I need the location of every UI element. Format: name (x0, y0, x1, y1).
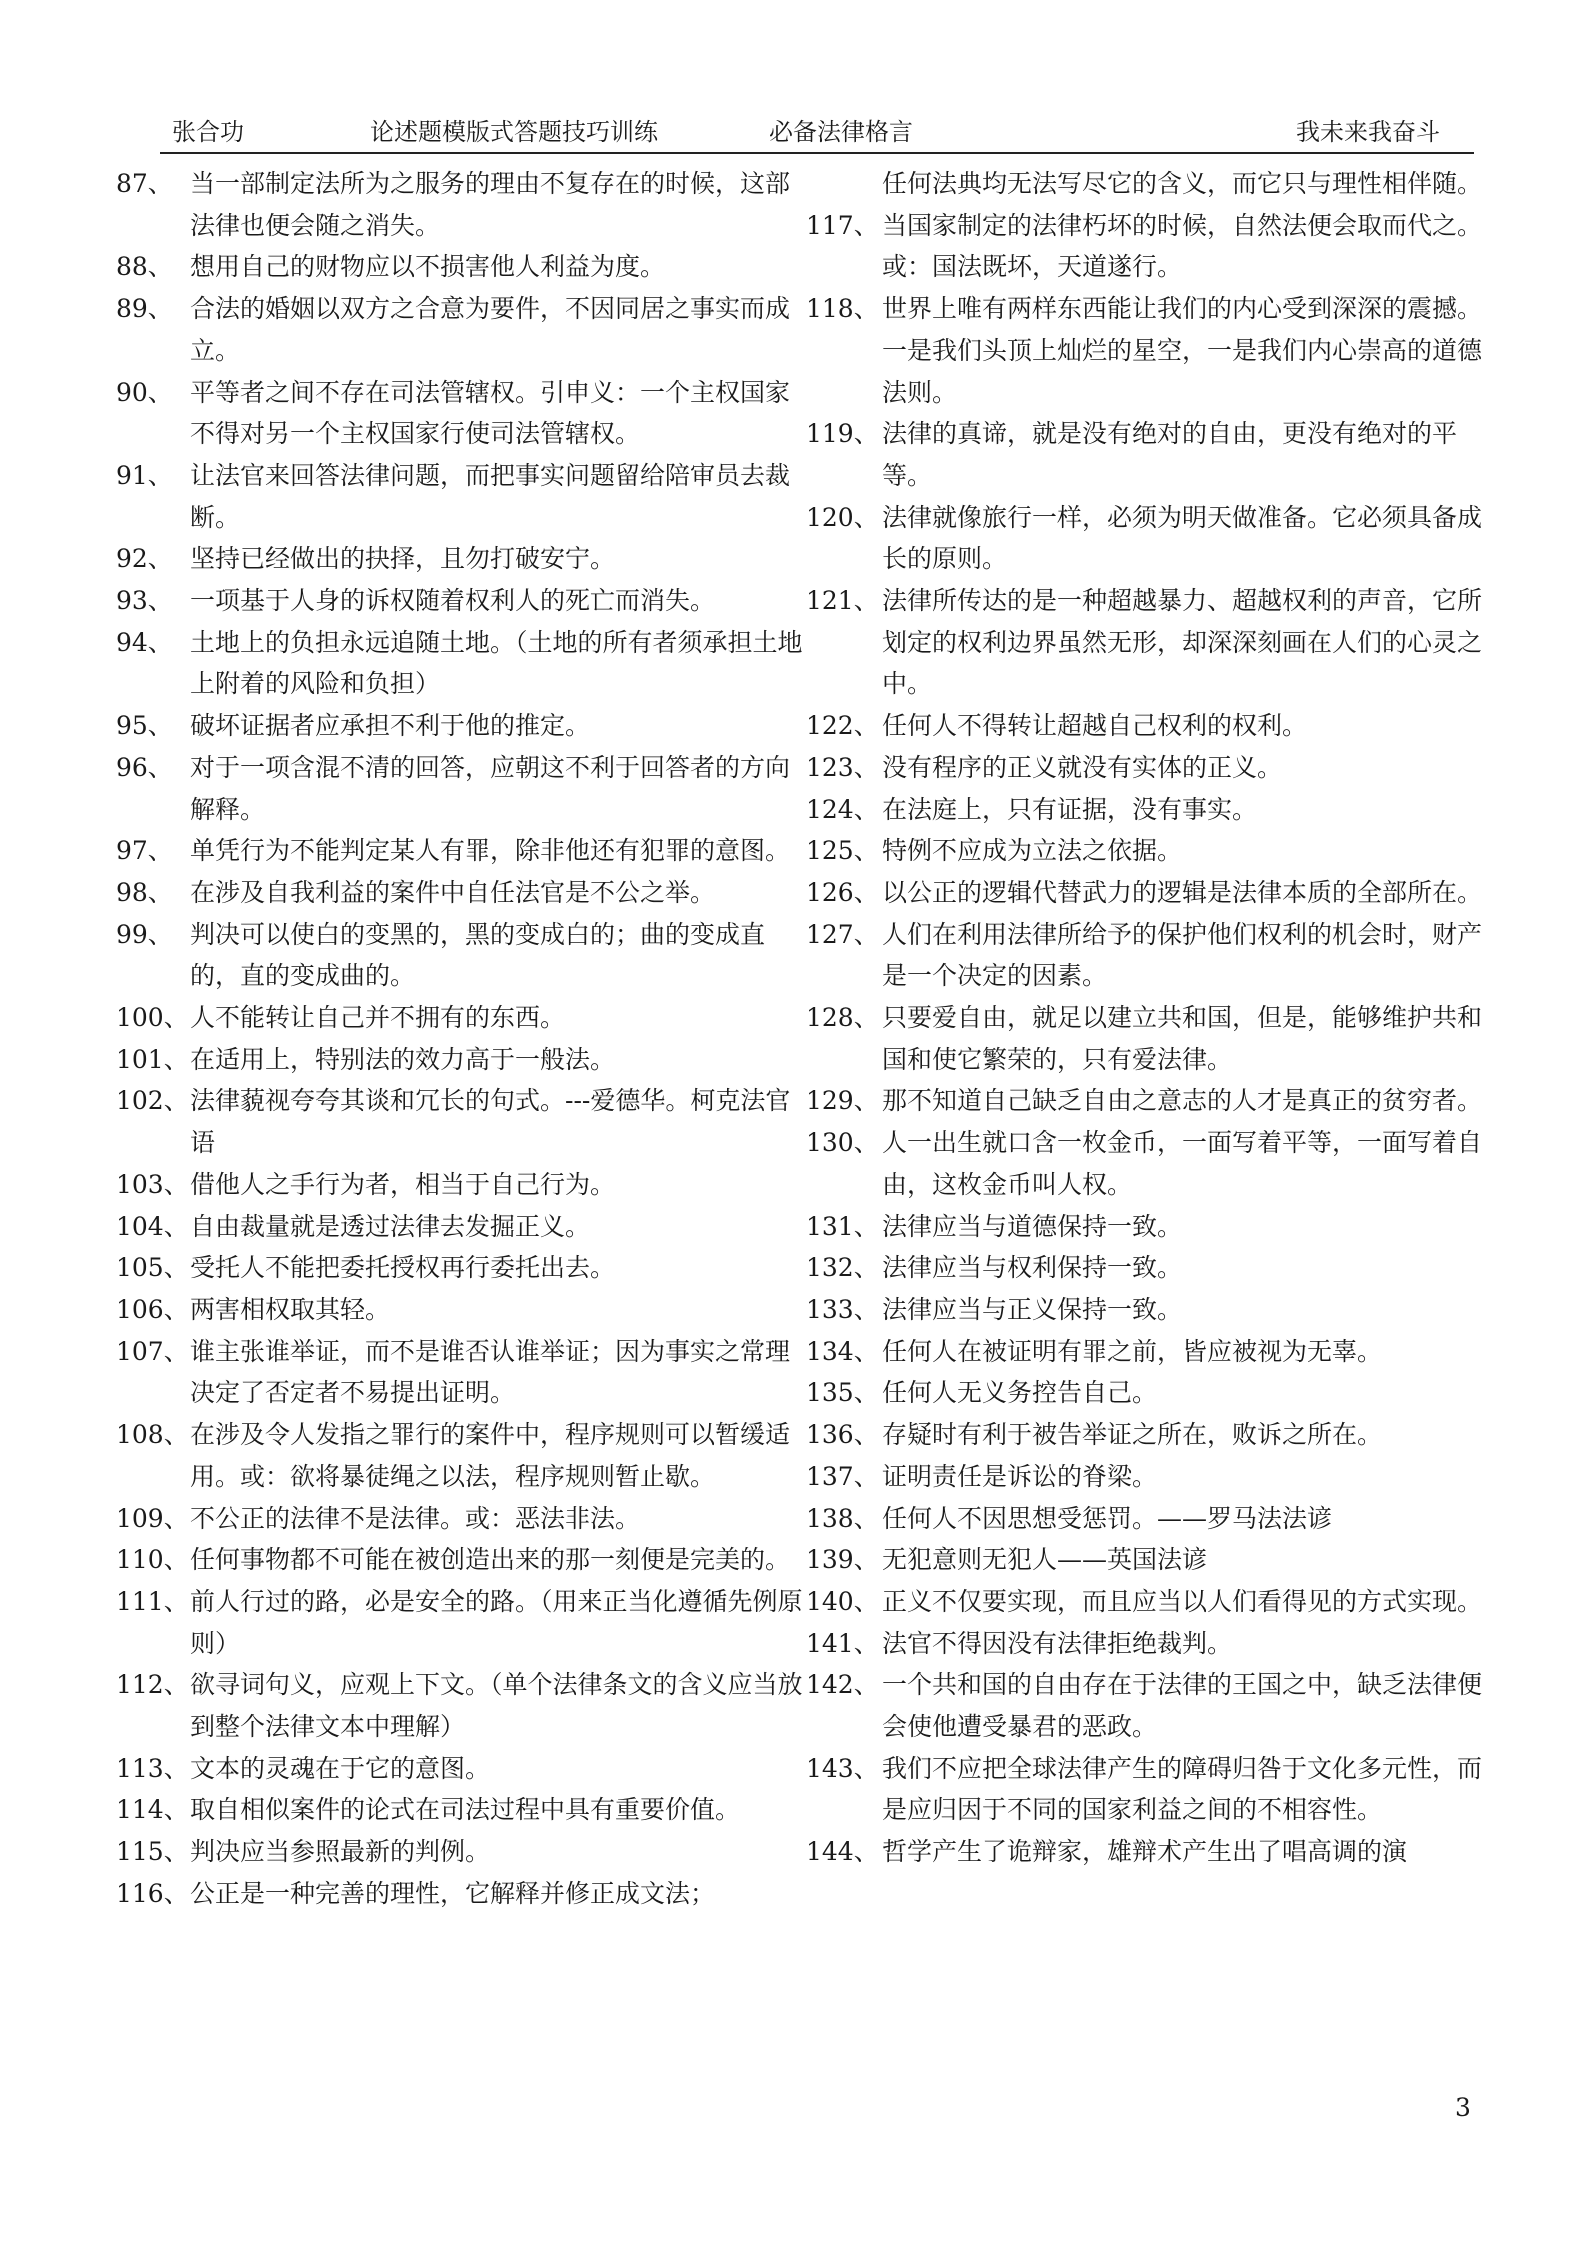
maxim-number: 113、 (116, 1753, 189, 1783)
maxim-text: 法律应当与正义保持一致。 (882, 1294, 1183, 1324)
maxim-number: 124、 (806, 794, 879, 824)
maxim-entry (116, 580, 806, 622)
maxim-entry (806, 747, 1482, 789)
maxim-text: 任何法典均无法写尽它的含义，而它只与理性相伴随。 (882, 169, 1483, 198)
maxim-number: 132、 (806, 1253, 879, 1283)
maxim-text: 世界上唯有两样东西能让我们的内心受到深深的震撼。一是我们头顶上灿烂的星空，一是我们内心崇高的道德法则。 (882, 294, 1483, 407)
maxim-text: 两害相权取其轻。 (190, 1294, 391, 1324)
right-column (806, 163, 1482, 1873)
maxim-number: 120、 (806, 502, 879, 532)
maxim-number: 131、 (806, 1211, 879, 1241)
maxim-number: 122、 (806, 711, 879, 741)
maxim-text: 在法庭上，只有证据，没有事实。 (882, 794, 1258, 824)
maxim-number: 90、 (116, 377, 173, 407)
maxim-entry (806, 1623, 1482, 1665)
maxim-entry (116, 1789, 806, 1831)
maxim-text: 任何人无义务控告自己。 (882, 1378, 1158, 1408)
maxim-number: 144、 (806, 1837, 879, 1867)
maxim-entry (806, 163, 1482, 205)
maxim-entry (806, 997, 1482, 1080)
maxim-text: 合法的婚姻以双方之合意为要件，不因同居之事实而成立。 (190, 294, 791, 365)
maxim-text: 平等者之间不存在司法管辖权。引申义：一个主权国家不得对另一个主权国家行使司法管辖权。 (190, 377, 791, 449)
maxim-entry (116, 914, 806, 997)
maxim-text: 法律所传达的是一种超越暴力、超越权利的声音，它所划定的权利边界虽然无形，却深深刻画在人们的心灵之中。 (882, 586, 1483, 699)
maxim-text: 自由裁量就是透过法律去发掘正义。 (190, 1211, 591, 1241)
maxim-entry (806, 1498, 1482, 1540)
maxim-number: 137、 (806, 1461, 879, 1491)
maxim-text: 人一出生就口含一枚金币，一面写着平等，一面写着自由，这枚金币叫人权。 (882, 1128, 1483, 1199)
maxim-text: 法律应当与道德保持一致。 (882, 1211, 1183, 1241)
maxim-number: 96、 (116, 752, 173, 782)
maxim-entry (116, 1080, 806, 1163)
maxim-text: 法律藐视夸夸其谈和冗长的句式。---爱德华。柯克法官语 (190, 1086, 791, 1158)
maxim-number: 130、 (806, 1128, 879, 1158)
maxim-number: 111、 (116, 1586, 189, 1616)
maxim-entry (806, 580, 1482, 705)
maxim-entry (806, 1372, 1482, 1414)
maxim-text: 哲学产生了诡辩家，雄辩术产生出了唱高调的演 (882, 1837, 1408, 1867)
maxim-number: 133、 (806, 1294, 879, 1324)
maxim-entry (116, 1289, 806, 1331)
maxim-entry (806, 830, 1482, 872)
maxim-number: 143、 (806, 1753, 879, 1783)
maxim-text: 破坏证据者应承担不利于他的推定。 (190, 711, 591, 741)
maxim-entry (116, 1498, 806, 1540)
maxim-text: 一项基于人身的诉权随着权利人的死亡而消失。 (190, 586, 716, 616)
maxim-number: 93、 (116, 586, 173, 616)
maxim-number: 121、 (806, 586, 879, 616)
maxim-text: 没有程序的正义就没有实体的正义。 (882, 752, 1283, 782)
maxim-number: 102、 (116, 1086, 189, 1116)
maxim-number: 114、 (116, 1795, 189, 1825)
maxim-text: 受托人不能把委托授权再行委托出去。 (190, 1253, 616, 1283)
maxim-entry (116, 538, 806, 580)
maxim-text: 前人行过的路，必是安全的路。（用来正当化遵循先例原则） (190, 1586, 803, 1658)
maxim-text: 当国家制定的法律朽坏的时候，自然法便会取而代之。或：国法既坏，天道遂行。 (882, 210, 1483, 282)
maxim-number: 115、 (116, 1837, 189, 1867)
maxim-text: 法律应当与权利保持一致。 (882, 1253, 1183, 1283)
maxim-text: 法律的真谛，就是没有绝对的自由，更没有绝对的平等。 (882, 419, 1458, 490)
maxim-text: 在适用上，特别法的效力高于一般法。 (190, 1044, 616, 1074)
maxim-text: 那不知道自己缺乏自由之意志的人才是真正的贫穷者。 (882, 1086, 1483, 1116)
maxim-number: 105、 (116, 1253, 189, 1283)
maxim-entry (806, 705, 1482, 747)
maxim-text: 当一部制定法所为之服务的理由不复存在的时候，这部法律也便会随之消失。 (190, 169, 791, 240)
maxim-entry (116, 288, 806, 371)
maxim-entry (116, 1331, 806, 1414)
maxim-entry (116, 622, 806, 705)
maxim-text: 在涉及自我利益的案件中自任法官是不公之举。 (190, 877, 716, 907)
maxim-text: 判决应当参照最新的判例。 (190, 1837, 491, 1867)
maxim-number: 103、 (116, 1169, 189, 1199)
maxim-text: 文本的灵魂在于它的意图。 (190, 1753, 491, 1783)
maxim-entry (116, 997, 806, 1039)
maxim-entry (116, 163, 806, 246)
maxim-entry (806, 497, 1482, 580)
maxim-entry (806, 205, 1482, 288)
maxim-text: 对于一项含混不清的回答，应朝这不利于回答者的方向解释。 (190, 752, 791, 824)
maxim-entry (806, 789, 1482, 831)
maxim-number: 141、 (806, 1628, 879, 1658)
maxim-entry (806, 1206, 1482, 1248)
maxim-number: 92、 (116, 544, 173, 574)
maxim-entry (116, 1414, 806, 1497)
maxim-text: 任何事物都不可能在被创造出来的那一刻便是完美的。 (190, 1545, 791, 1575)
maxim-number: 97、 (116, 836, 173, 866)
maxim-text: 取自相似案件的论式在司法过程中具有重要价值。 (190, 1795, 741, 1825)
maxim-number: 104、 (116, 1211, 189, 1241)
maxim-number: 136、 (806, 1420, 879, 1450)
maxim-text: 特例不应成为立法之依据。 (882, 836, 1183, 866)
maxim-text: 人们在利用法律所给予的保护他们权利的机会时，财产是一个决定的因素。 (882, 919, 1483, 991)
header-rule (160, 152, 1474, 154)
maxim-text: 坚持已经做出的抉择，且勿打破安宁。 (190, 544, 616, 574)
maxim-number: 100、 (116, 1003, 189, 1033)
maxim-text: 谁主张谁举证，而不是谁否认谁举证；因为事实之常理决定了否定者不易提出证明。 (190, 1336, 791, 1408)
maxim-number: 98、 (116, 877, 173, 907)
maxim-entry (806, 914, 1482, 997)
maxim-entry (116, 1581, 806, 1664)
maxim-text: 欲寻词句义，应观上下文。（单个法律条文的含义应当放到整个法律文本中理解） (190, 1670, 803, 1742)
maxim-text: 只要爱自由，就足以建立共和国，但是，能够维护共和国和使它繁荣的，只有爱法律。 (882, 1003, 1483, 1074)
maxim-entry (806, 1414, 1482, 1456)
maxim-text: 无犯意则无犯人——英国法谚 (882, 1545, 1208, 1575)
header-author: 张合功 (172, 118, 244, 146)
maxim-number: 88、 (116, 252, 173, 282)
maxim-number: 135、 (806, 1378, 879, 1408)
maxim-text: 任何人不得转让超越自己权利的权利。 (882, 711, 1308, 741)
maxim-entry (806, 1581, 1482, 1623)
maxim-entry (806, 1748, 1482, 1831)
maxim-text: 正义不仅要实现，而且应当以人们看得见的方式实现。 (882, 1586, 1483, 1616)
maxim-text: 土地上的负担永远追随土地。（土地的所有者须承担土地上附着的风险和负担） (190, 627, 803, 699)
maxim-number: 126、 (806, 877, 879, 907)
maxim-text: 想用自己的财物应以不损害他人利益为度。 (190, 252, 666, 282)
maxim-text: 任何人在被证明有罪之前，皆应被视为无辜。 (882, 1336, 1383, 1366)
maxim-entry (116, 1206, 806, 1248)
maxim-entry (116, 1873, 806, 1915)
maxim-number: 87、 (116, 169, 173, 198)
header-title: 论述题模版式答题技巧训练 (370, 118, 658, 146)
maxim-number: 95、 (116, 711, 173, 741)
maxim-entry (116, 1748, 806, 1790)
maxim-entry (806, 1247, 1482, 1289)
maxim-text: 法律就像旅行一样，必须为明天做准备。它必须具备成长的原则。 (882, 502, 1483, 574)
maxim-entry (116, 246, 806, 288)
maxim-number: 118、 (806, 294, 879, 324)
page-header (0, 0, 1594, 160)
maxim-entry (806, 872, 1482, 914)
maxim-text: 我们不应把全球法律产生的障碍归咎于文化多元性，而是应归因于不同的国家利益之间的不相容性。 (882, 1753, 1483, 1825)
maxim-entry (116, 1539, 806, 1581)
maxim-text: 判决可以使白的变黑的，黑的变成白的；曲的变成直的，直的变成曲的。 (190, 919, 766, 991)
maxim-entry (116, 872, 806, 914)
maxim-text: 一个共和国的自由存在于法律的王国之中，缺乏法律便会使他遭受暴君的恶政。 (882, 1670, 1483, 1742)
maxim-entry (116, 747, 806, 830)
maxim-entry (806, 1289, 1482, 1331)
maxim-entry (116, 372, 806, 455)
maxim-number: 139、 (806, 1545, 879, 1575)
maxim-text: 存疑时有利于被告举证之所在，败诉之所在。 (882, 1420, 1383, 1450)
maxim-text: 以公正的逻辑代替武力的逻辑是法律本质的全部所在。 (882, 877, 1483, 907)
maxim-number: 127、 (806, 919, 879, 949)
header-subtitle: 必备法律格言 (769, 118, 913, 146)
maxim-text: 不公正的法律不是法律。或：恶法非法。 (190, 1503, 641, 1533)
maxim-entry (806, 1539, 1482, 1581)
maxim-number: 109、 (116, 1503, 189, 1533)
maxim-number: 123、 (806, 752, 879, 782)
maxim-number: 125、 (806, 836, 879, 866)
maxim-number: 112、 (116, 1670, 189, 1700)
maxim-text: 在涉及令人发指之罪行的案件中，程序规则可以暂缓适用。或：欲将暴徒绳之以法，程序规则暂止歇。 (190, 1420, 791, 1491)
maxim-entry (806, 1664, 1482, 1747)
maxim-entry (806, 413, 1482, 496)
maxim-entry (116, 1039, 806, 1081)
maxim-entry (116, 1164, 806, 1206)
maxim-entry (806, 1122, 1482, 1205)
maxim-number: 142、 (806, 1670, 879, 1700)
maxim-number: 89、 (116, 294, 173, 324)
maxim-entry (116, 1247, 806, 1289)
maxim-number: 91、 (116, 460, 173, 490)
header-motto: 我未来我奋斗 (1296, 118, 1440, 146)
maxim-number: 128、 (806, 1003, 879, 1033)
maxim-number: 110、 (116, 1545, 189, 1575)
maxim-text: 单凭行为不能判定某人有罪，除非他还有犯罪的意图。 (190, 836, 791, 866)
maxim-entry (806, 1331, 1482, 1373)
maxim-number: 138、 (806, 1503, 879, 1533)
maxim-entry (806, 1831, 1482, 1873)
maxim-text: 人不能转让自己并不拥有的东西。 (190, 1003, 566, 1033)
maxim-entry (806, 288, 1482, 413)
maxim-number: 99、 (116, 919, 173, 949)
maxim-entry (116, 830, 806, 872)
page-number: 3 (1455, 2093, 1471, 2122)
maxim-entry (806, 1456, 1482, 1498)
maxim-number: 106、 (116, 1294, 189, 1324)
maxim-entry (116, 705, 806, 747)
maxim-number: 140、 (806, 1586, 879, 1616)
maxim-text: 证明责任是诉讼的脊梁。 (882, 1461, 1158, 1491)
maxim-number: 129、 (806, 1086, 879, 1116)
maxim-number: 101、 (116, 1044, 189, 1074)
maxim-text: 公正是一种完善的理性，它解释并修正成文法； (190, 1878, 716, 1908)
maxim-number: 119、 (806, 419, 879, 449)
maxim-text: 借他人之手行为者，相当于自己行为。 (190, 1169, 616, 1199)
left-column (116, 163, 806, 1915)
maxim-number: 108、 (116, 1420, 189, 1450)
maxim-number: 134、 (806, 1336, 879, 1366)
maxim-text: 任何人不因思想受惩罚。——罗马法法谚 (882, 1503, 1333, 1533)
maxim-text: 让法官来回答法律问题，而把事实问题留给陪审员去裁断。 (190, 460, 791, 532)
maxim-number: 116、 (116, 1878, 189, 1908)
maxim-number: 117、 (806, 210, 879, 240)
maxim-entry (116, 1664, 806, 1747)
maxim-text: 法官不得因没有法律拒绝裁判。 (882, 1628, 1233, 1658)
maxim-entry (806, 1080, 1482, 1122)
maxim-number: 107、 (116, 1336, 189, 1366)
maxim-entry (116, 1831, 806, 1873)
maxim-entry (116, 455, 806, 538)
maxim-number: 94、 (116, 627, 173, 657)
